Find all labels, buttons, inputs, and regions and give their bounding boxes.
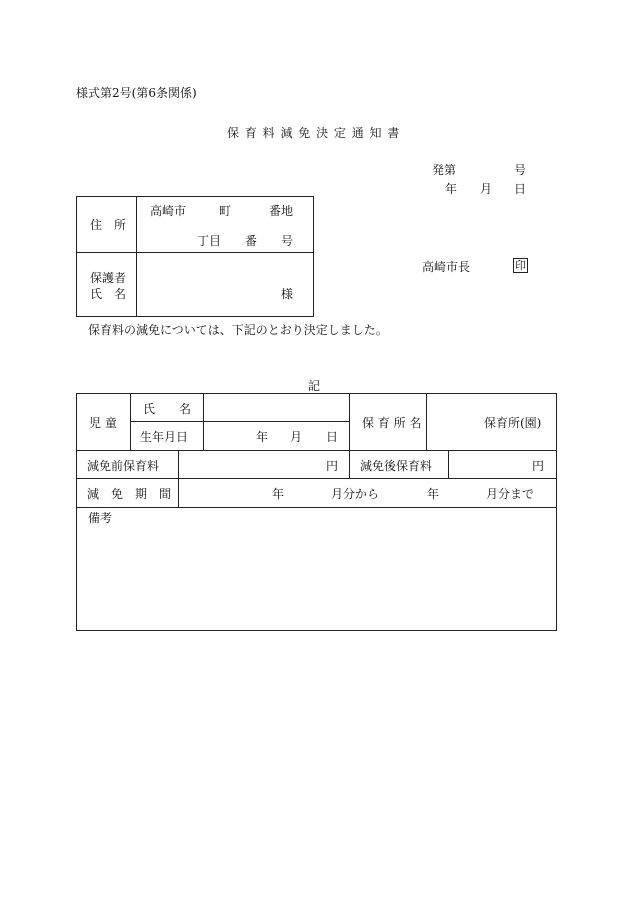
- document-title: 保 育 料 減 免 決 定 通 知 書: [227, 126, 401, 140]
- period-label: 減 免 期 間: [87, 487, 172, 501]
- dob-month: 月: [290, 430, 303, 444]
- ki-label: 記: [308, 379, 321, 393]
- nursery-value: 保育所(園): [484, 416, 542, 430]
- address-city: 高崎市: [150, 204, 187, 218]
- issue-hatsu-dai: 発第: [432, 163, 457, 177]
- issue-go: 号: [514, 163, 527, 177]
- address-go: 号: [281, 234, 294, 248]
- child-name-label: 氏 名: [143, 402, 192, 416]
- mayor-title: 高崎市長: [422, 260, 471, 274]
- child-label: 児 童: [89, 416, 117, 430]
- address-machi: 町: [219, 204, 232, 218]
- nursery-label: 保 育 所 名: [362, 416, 422, 430]
- period-from: 月分から: [331, 487, 380, 501]
- issue-month: 月: [480, 182, 493, 196]
- guardian-honorific: 様: [281, 287, 294, 301]
- address-chome: 丁目: [197, 234, 222, 248]
- address-label: 住 所: [90, 218, 127, 232]
- guardian-label-line2: 氏 名: [90, 287, 127, 301]
- issue-year: 年: [445, 182, 458, 196]
- child-dob-label: 生年月日: [140, 430, 189, 444]
- dob-year: 年: [256, 430, 269, 444]
- before-fee-unit: 円: [326, 459, 339, 473]
- address-banchi: 番地: [269, 204, 294, 218]
- form-number: 様式第2号(第6条関係): [76, 86, 197, 100]
- before-fee-label: 減免前保育料: [87, 459, 160, 473]
- after-fee-unit: 円: [532, 459, 545, 473]
- period-to: 月分まで: [486, 487, 535, 501]
- seal-mark: 印: [515, 259, 526, 272]
- period-to-year: 年: [427, 487, 440, 501]
- intro-text: 保育料の減免については、下記のとおり決定しました。: [88, 323, 388, 337]
- address-ban: 番: [245, 234, 258, 248]
- period-from-year: 年: [272, 487, 285, 501]
- issue-day: 日: [514, 182, 527, 196]
- remarks-label: 備考: [88, 511, 113, 525]
- after-fee-label: 減免後保育料: [360, 459, 433, 473]
- guardian-label-line1: 保護者: [90, 271, 127, 285]
- dob-day: 日: [326, 430, 339, 444]
